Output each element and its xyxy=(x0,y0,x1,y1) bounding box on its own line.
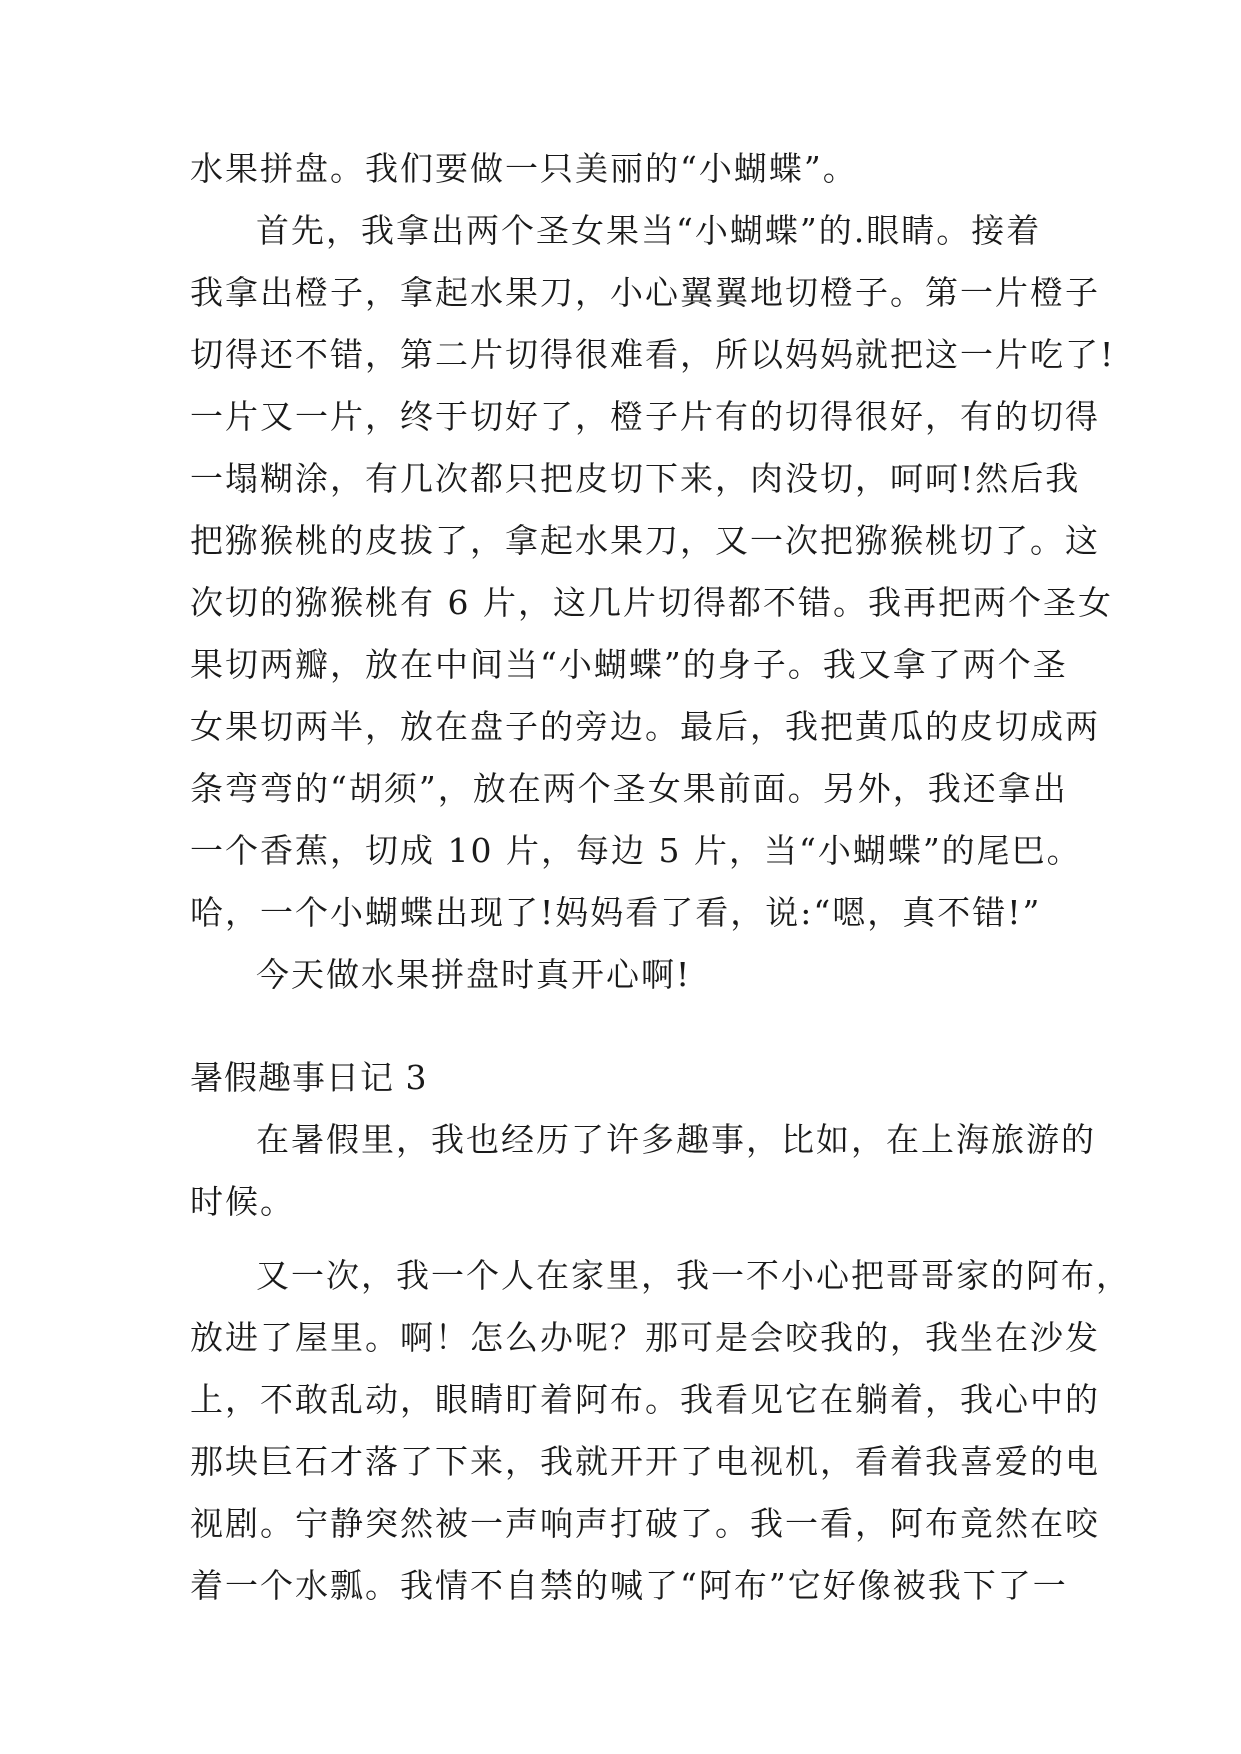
text-line: 今天做水果拼盘时真开心啊! xyxy=(256,955,692,994)
text-line: 上，不敢乱动，眼睛盯着阿布。我看见它在躺着，我心中的 xyxy=(190,1380,1100,1419)
text-line: 放进了屋里。啊！怎么办呢？那可是会咬我的，我坐在沙发 xyxy=(190,1318,1100,1357)
text-line: 水果拼盘。我们要做一只美丽的“小蝴蝶”。 xyxy=(190,149,858,188)
text-line: 又一次，我一个人在家里，我一不小心把哥哥家的阿布， xyxy=(256,1256,1131,1295)
text-line: 视剧。宁静突然被一声响声打破了。我一看，阿布竟然在咬 xyxy=(190,1504,1100,1543)
text-line: 在暑假里，我也经历了许多趣事，比如，在上海旅游的 xyxy=(256,1120,1096,1159)
text-line: 果切两瓣，放在中间当“小蝴蝶”的身子。我又拿了两个圣 xyxy=(190,645,1068,684)
text-line: 次切的猕猴桃有 6 片，这几片切得都不错。我再把两个圣女 xyxy=(190,583,1113,622)
text-line: 把猕猴桃的皮拔了，拿起水果刀，又一次把猕猴桃切了。这 xyxy=(190,521,1100,560)
text-line: 女果切两半，放在盘子的旁边。最后，我把黄瓜的皮切成两 xyxy=(190,707,1100,746)
text-line: 一片又一片，终于切好了，橙子片有的切得很好，有的切得 xyxy=(190,397,1100,436)
text-line: 一塌糊涂，有几次都只把皮切下来，肉没切，呵呵!然后我 xyxy=(190,459,1081,498)
text-line: 条弯弯的“胡须”，放在两个圣女果前面。另外，我还拿出 xyxy=(190,769,1068,808)
text-line: 首先，我拿出两个圣女果当“小蝴蝶”的.眼睛。接着 xyxy=(256,211,1042,250)
text-line: 一个香蕉，切成 10 片，每边 5 片，当“小蝴蝶”的尾巴。 xyxy=(190,831,1082,870)
section-title: 暑假趣事日记 3 xyxy=(190,1058,428,1097)
text-line: 切得还不错，第二片切得很难看，所以妈妈就把这一片吃了! xyxy=(190,335,1116,374)
text-line: 着一个水瓢。我情不自禁的喊了“阿布”它好像被我下了一 xyxy=(190,1566,1068,1605)
text-line: 时候。 xyxy=(190,1182,295,1221)
text-line: 哈，一个小蝴蝶出现了!妈妈看了看，说:“嗯，真不错!” xyxy=(190,893,1042,932)
text-line: 我拿出橙子，拿起水果刀，小心翼翼地切橙子。第一片橙子 xyxy=(190,273,1100,312)
text-line: 那块巨石才落了下来，我就开开了电视机，看着我喜爱的电 xyxy=(190,1442,1100,1481)
